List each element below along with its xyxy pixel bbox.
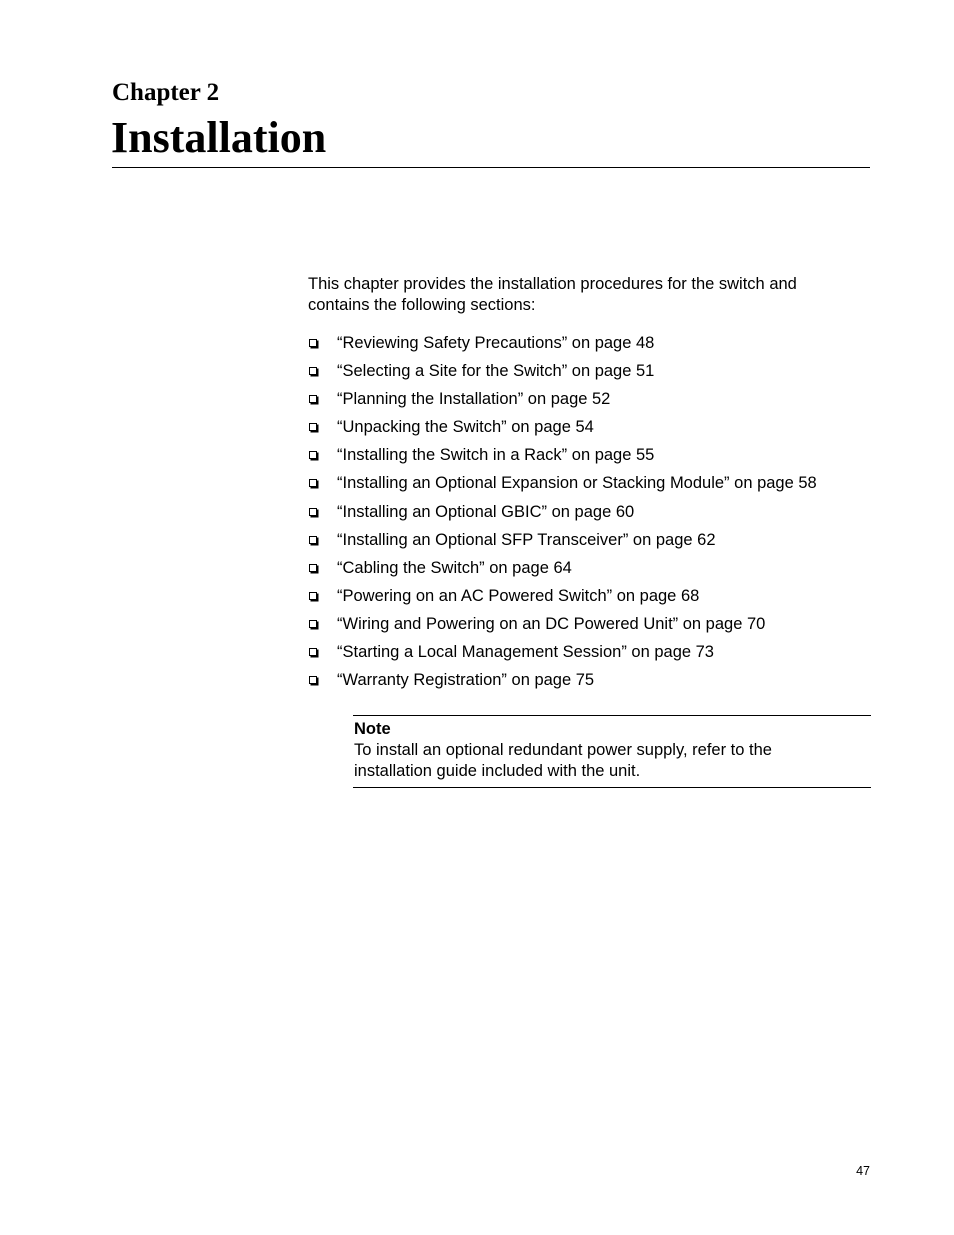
title-divider bbox=[112, 167, 870, 168]
checkbox-bullet-icon bbox=[309, 479, 317, 487]
section-link-text[interactable]: “Selecting a Site for the Switch” on page 51 bbox=[337, 362, 655, 381]
section-list-item[interactable] bbox=[308, 444, 868, 472]
section-link-text[interactable]: “Installing the Switch in a Rack” on page 55 bbox=[337, 446, 655, 465]
section-list-item[interactable] bbox=[308, 669, 868, 697]
section-list-item[interactable] bbox=[308, 360, 868, 388]
section-list-item[interactable] bbox=[308, 641, 868, 669]
section-link-text[interactable]: “Cabling the Switch” on page 64 bbox=[337, 558, 572, 577]
section-link-text[interactable]: “Wiring and Powering on an DC Powered Unit” on page 70 bbox=[337, 614, 766, 633]
checkbox-bullet-icon bbox=[309, 592, 317, 600]
section-list bbox=[308, 332, 868, 697]
checkbox-bullet-icon bbox=[309, 423, 317, 431]
checkbox-bullet-icon bbox=[309, 676, 317, 684]
section-list-item[interactable] bbox=[308, 529, 868, 557]
checkbox-bullet-icon bbox=[309, 367, 317, 375]
section-list-item[interactable] bbox=[308, 472, 868, 500]
checkbox-bullet-icon bbox=[309, 620, 317, 628]
section-list-item[interactable] bbox=[308, 388, 868, 416]
note-box bbox=[353, 715, 871, 788]
section-link-text[interactable]: “Installing an Optional Expansion or Stacking Module” on page 58 bbox=[337, 474, 817, 493]
checkbox-bullet-icon bbox=[309, 648, 317, 656]
note-heading: Note bbox=[354, 720, 391, 738]
section-link-text[interactable]: “Powering on an AC Powered Switch” on page 68 bbox=[337, 586, 700, 605]
section-link-text[interactable]: “Reviewing Safety Precautions” on page 48 bbox=[337, 334, 655, 352]
section-link-text[interactable]: “Starting a Local Management Session” on page 73 bbox=[337, 643, 714, 662]
page-number: 47 bbox=[856, 1164, 870, 1178]
section-list-item[interactable] bbox=[308, 332, 868, 360]
section-link-text[interactable]: “Installing an Optional GBIC” on page 60 bbox=[337, 502, 635, 521]
chapter-title: Installation bbox=[111, 113, 327, 162]
section-list-item[interactable] bbox=[308, 501, 868, 529]
section-list-item[interactable] bbox=[308, 416, 868, 444]
chapter-label: Chapter 2 bbox=[112, 79, 220, 106]
section-list-item[interactable] bbox=[308, 613, 868, 641]
section-link-text[interactable]: “Unpacking the Switch” on page 54 bbox=[337, 418, 594, 437]
checkbox-bullet-icon bbox=[309, 564, 317, 572]
section-link-text[interactable]: “Warranty Registration” on page 75 bbox=[337, 671, 595, 690]
checkbox-bullet-icon bbox=[309, 339, 317, 347]
section-list-item[interactable] bbox=[308, 585, 868, 613]
checkbox-bullet-icon bbox=[309, 508, 317, 516]
checkbox-bullet-icon bbox=[309, 395, 317, 403]
checkbox-bullet-icon bbox=[309, 451, 317, 459]
section-list-item[interactable] bbox=[308, 557, 868, 585]
intro-paragraph: This chapter provides the installation procedures for the switch and contains the following sections: bbox=[308, 275, 797, 314]
checkbox-bullet-icon bbox=[309, 536, 317, 544]
section-link-text[interactable]: “Planning the Installation” on page 52 bbox=[337, 390, 611, 409]
section-link-text[interactable]: “Installing an Optional SFP Transceiver” on page 62 bbox=[337, 530, 716, 549]
note-body: To install an optional redundant power supply, refer to the installation guide included with the unit. bbox=[354, 741, 772, 780]
